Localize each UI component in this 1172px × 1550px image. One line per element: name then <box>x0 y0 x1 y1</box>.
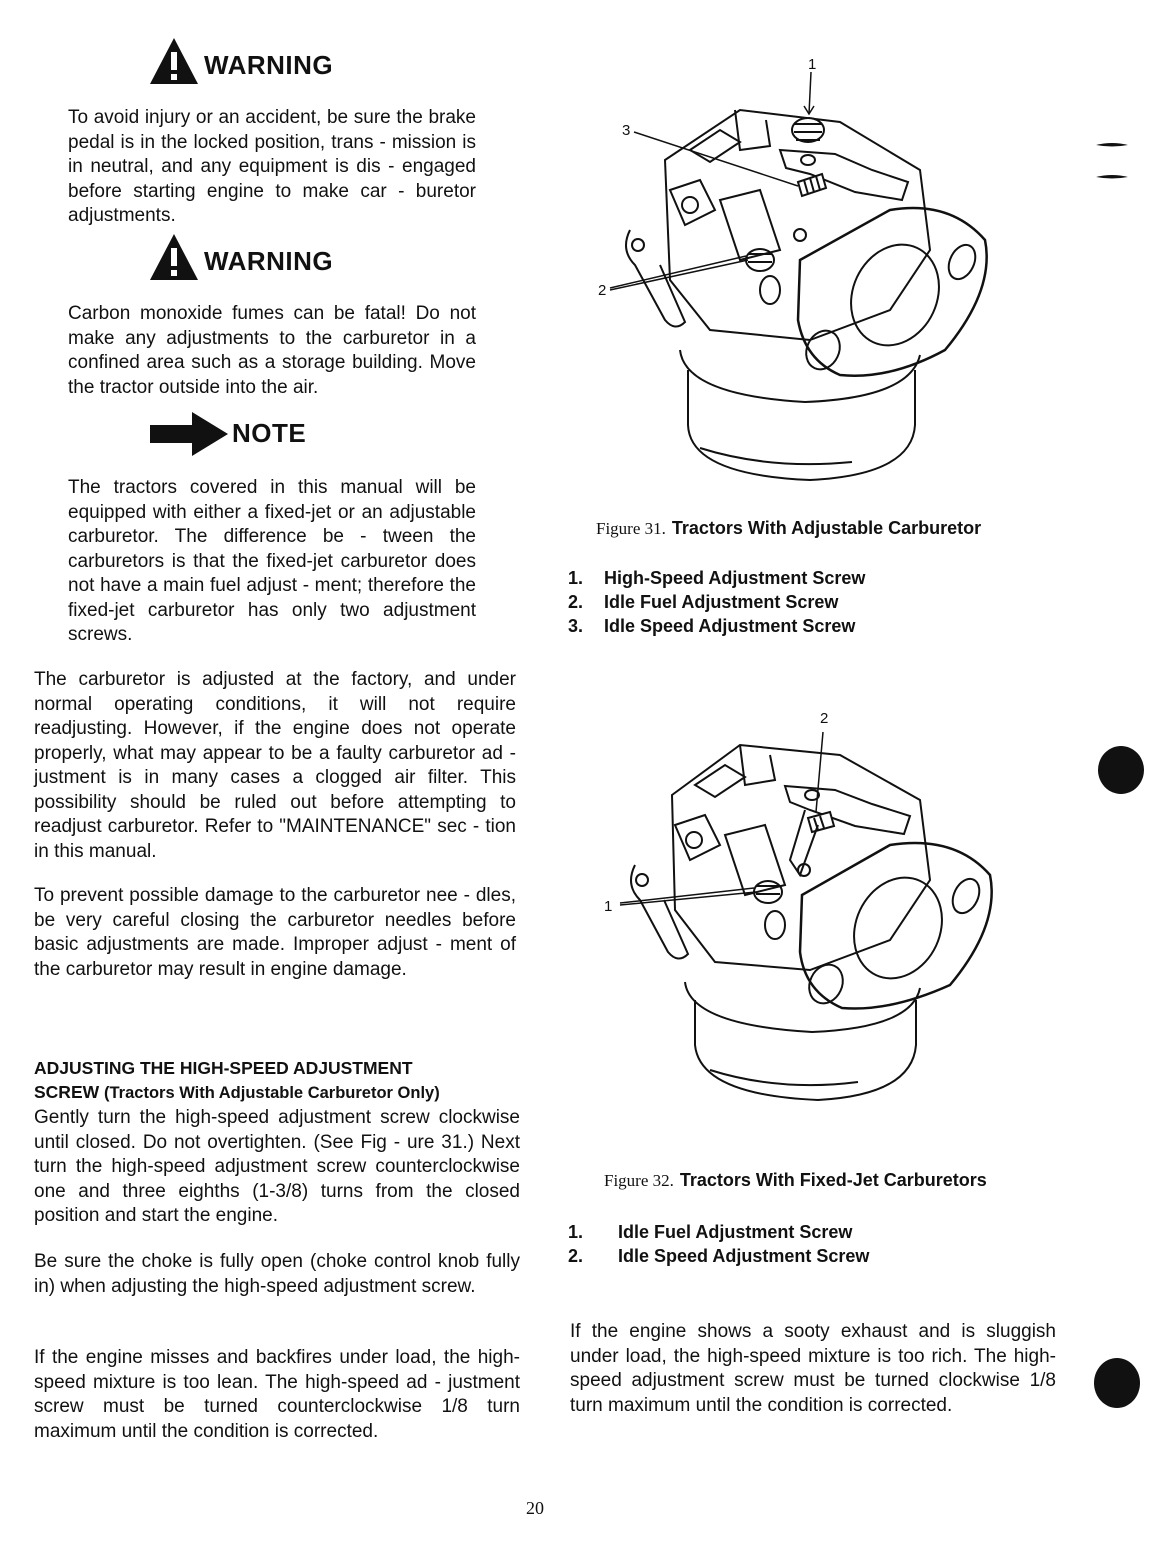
legend-item: 2. Idle Speed Adjustment Screw <box>568 1246 870 1266</box>
margin-bullet-mark <box>1098 746 1144 794</box>
section-heading <box>34 1056 534 1105</box>
figure-number: Figure 32. <box>604 1171 674 1190</box>
legend-item: 1. Idle Fuel Adjustment Screw <box>568 1222 853 1242</box>
note-text: The tractors covered in this manual will be equipped with either a fixed-jet or an adjustable carburetor. The difference be - tween the carburetors is that the fixed-jet carburetor does not have a main fuel adjust - ment; therefore the fixed-jet carburetor has only two adjustment screws. <box>68 477 476 645</box>
page-number: 20 <box>526 1498 544 1518</box>
figure-31-legend <box>568 566 865 638</box>
body-paragraph: To prevent possible damage to the carburetor nee - dles, be very careful closing the carburetor needles before basic adjustments are made. Improper adjust - ment of the carburetor may result in engine damage. <box>34 885 516 980</box>
figure-31-carburetor-illustration <box>590 50 1030 500</box>
warning-text: Carbon monoxide fumes can be fatal! Do not make any adjustments to the carburetor in a confined area such as a storage building. Move the tractor outside into the air. <box>68 303 476 398</box>
legend-item: 1. High-Speed Adjustment Screw <box>568 568 866 588</box>
note-title: NOTE <box>232 418 307 448</box>
heading-qualifier: (Tractors With Adjustable Carburetor Only) <box>104 1084 440 1102</box>
arrow-right-icon <box>148 410 230 458</box>
warning-triangle-icon <box>148 232 200 282</box>
warning-title: WARNING <box>204 246 334 276</box>
figure-number: Figure 31. <box>596 519 666 538</box>
figure-31-callout-2: 2 <box>598 282 607 299</box>
heading-line: ADJUSTING THE HIGH-SPEED ADJUSTMENT <box>34 1058 413 1078</box>
figure-32-carburetor-illustration <box>590 700 1030 1130</box>
figure-31-caption <box>596 518 981 539</box>
figure-32-callout-2: 2 <box>820 710 829 727</box>
body-paragraph: Gently turn the high-speed adjustment screw clockwise until closed. Do not overtighten. (See Fig - ure 31.) Next turn the high-speed adjustment screw counterclockwise one and three eighths (1-3/8) turns from the closed position and start the engine. <box>34 1107 520 1226</box>
figure-31-callout-3: 3 <box>622 122 631 139</box>
figure-title: Tractors With Adjustable Carburetor <box>671 518 982 538</box>
body-paragraph: If the engine misses and backfires under load, the high-speed mixture is too lean. The high-speed ad - justment screw must be turned counterclockwise 1/8 turn maximum until the condition is corrected. <box>34 1347 520 1442</box>
margin-bullet-mark <box>1094 1358 1140 1408</box>
warning-triangle-icon <box>148 36 200 86</box>
figure-title: Tractors With Fixed-Jet Carburetors <box>679 1170 987 1190</box>
figure-32-callout-1: 1 <box>604 898 613 915</box>
legend-item: 3. Idle Speed Adjustment Screw <box>568 616 856 636</box>
figure-31-callout-1: 1 <box>808 56 817 73</box>
figure-32-legend <box>568 1220 869 1268</box>
figure-32-caption <box>604 1170 987 1191</box>
body-paragraph: Be sure the choke is fully open (choke control knob fully in) when adjusting the high-speed adjustment screw. <box>34 1251 520 1297</box>
legend-item: 2. Idle Fuel Adjustment Screw <box>568 592 839 612</box>
warning-text: To avoid injury or an accident, be sure the brake pedal is in the locked position, trans - mission is in neutral, and any equipment is dis - engaged before starting engine to make car - buretor adjustments. <box>68 107 476 226</box>
warning-title: WARNING <box>204 50 334 80</box>
heading-line: SCREW <box>34 1082 100 1102</box>
body-paragraph: The carburetor is adjusted at the factory, and under normal operating conditions, it will not require readjusting. However, if the engine does not operate properly, what may appear to be a faulty carburetor ad - justment is in many cases a clogged air filter. This possibility should be ruled out before attempting to readjust carburetor. Refer to "MAINTENANCE" sec - tion in this manual. <box>34 669 516 862</box>
margin-dash-mark <box>1094 140 1134 186</box>
body-paragraph: If the engine shows a sooty exhaust and is sluggish under load, the high-speed mixture is too rich. The high-speed adjustment screw must be turned clockwise 1/8 turn maximum until the condition is corrected. <box>570 1321 1056 1416</box>
